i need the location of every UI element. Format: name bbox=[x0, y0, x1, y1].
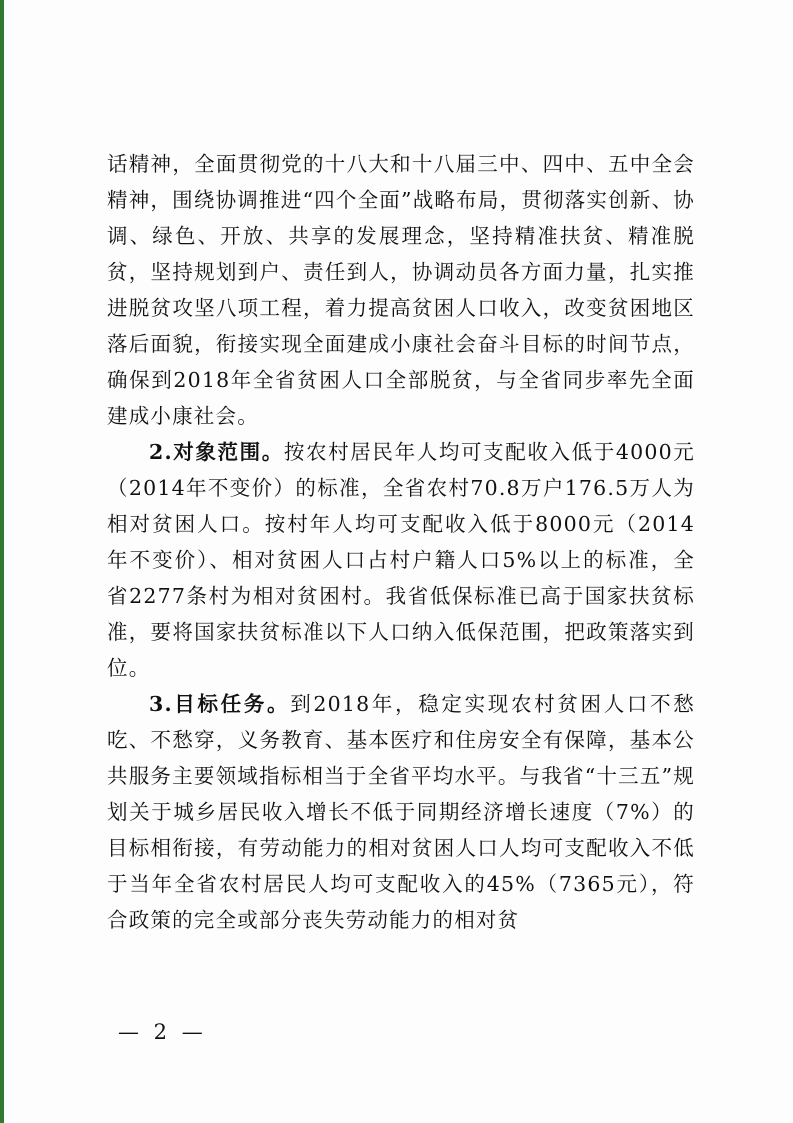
body-text bbox=[107, 146, 695, 938]
scan-edge-mark bbox=[0, 0, 4, 1123]
section-heading-goals: 3.目标任务。 bbox=[149, 692, 291, 716]
paragraph-continuation bbox=[107, 146, 695, 434]
section-heading-scope: 2.对象范围。 bbox=[149, 440, 284, 464]
paragraph-goals-tasks bbox=[107, 686, 695, 938]
paragraph-text: 到2018年，稳定实现农村贫困人口不愁吃、不愁穿，义务教育、基本医疗和住房安全有保障，基本公共服务主要领域指标相当于全省平均水平。与我省“十三五”规划关于城乡居民收入增长不低于同期经济增长速度（7%）的目标相衔接，有劳动能力的相对贫困人口人均可支配收入不低于当年全省农村居民人均可支配收入的45%（7365元），符合政策的完全或部分丧失劳动能力的相对贫 bbox=[107, 692, 695, 932]
paragraph-target-scope bbox=[107, 434, 695, 686]
paragraph-text: 按农村居民年人均可支配收入低于4000元（2014年不变价）的标准，全省农村70.8万户176.5万人为相对贫困人口。按村年人均可支配收入低于8000元（2014年不变价）、相对贫困人口占村户籍人口5%以上的标准，全省2277条村为相对贫困村。我省低保标准已高于国家扶贫标准，要将国家扶贫标准以下人口纳入低保范围，把政策落实到位。 bbox=[107, 440, 695, 680]
page-number: — 2 — bbox=[118, 1020, 207, 1044]
paragraph-text: 话精神，全面贯彻党的十八大和十八届三中、四中、五中全会精神，围绕协调推进“四个全面”战略布局，贯彻落实创新、协调、绿色、开放、共享的发展理念，坚持精准扶贫、精准脱贫，坚持规划到户、责任到人，协调动员各方面力量，扎实推进脱贫攻坚八项工程，着力提高贫困人口收入，改变贫困地区落后面貌，衔接实现全面建成小康社会奋斗目标的时间节点，确保到2018年全省贫困人口全部脱贫，与全省同步率先全面建成小康社会。 bbox=[107, 152, 695, 428]
